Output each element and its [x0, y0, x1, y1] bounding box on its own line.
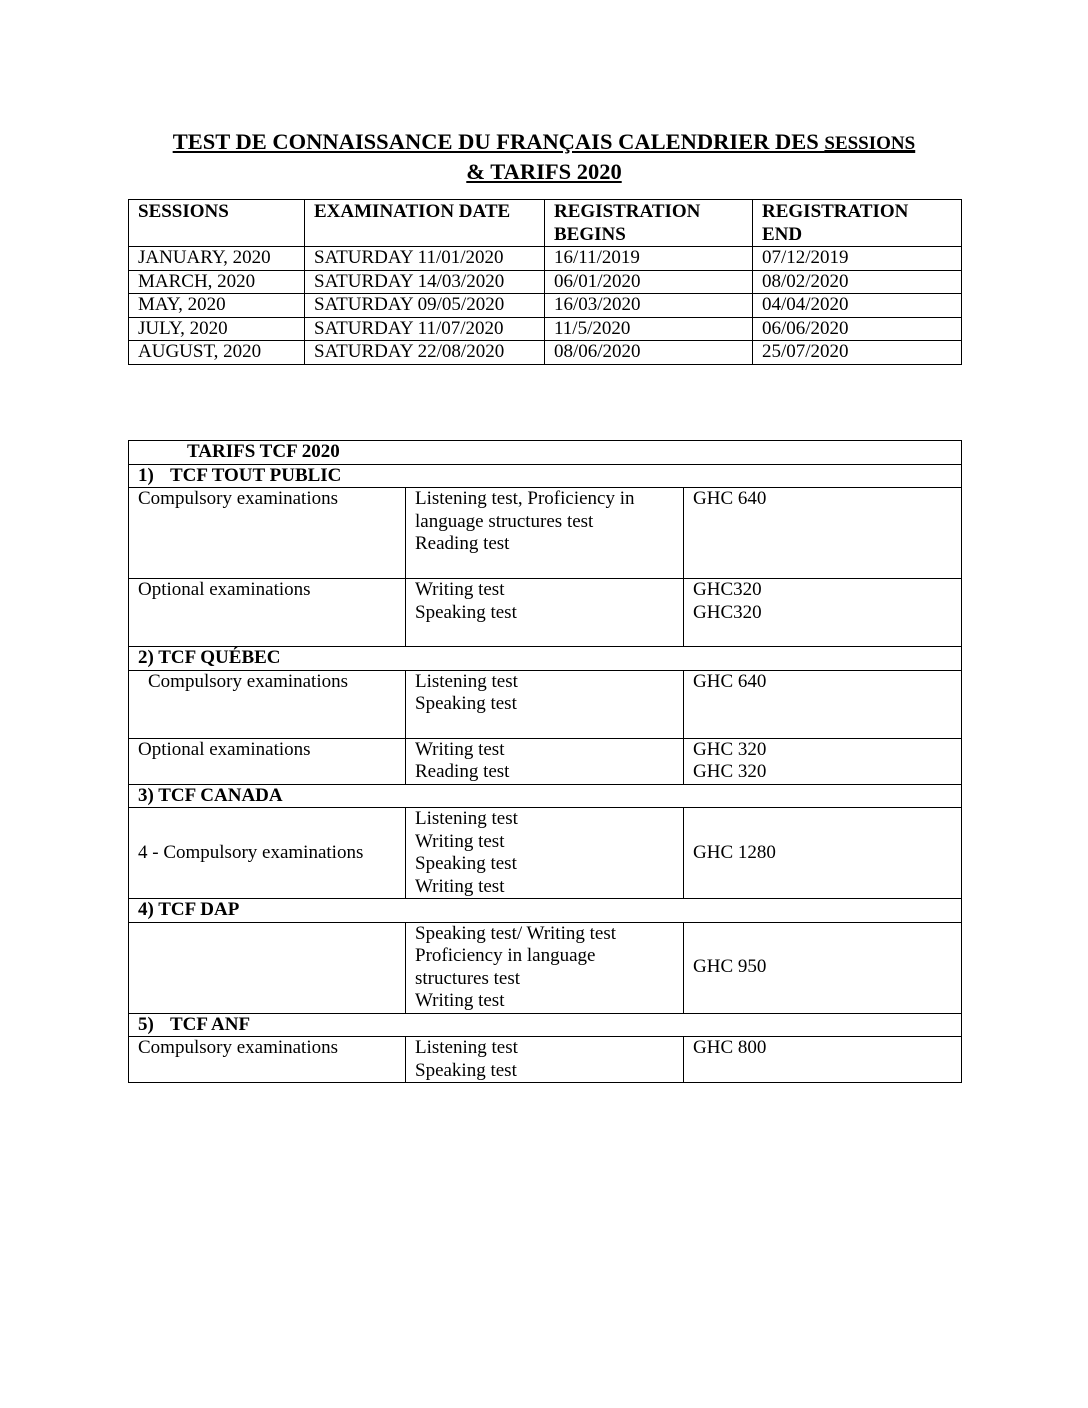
price-item: GHC 320: [693, 738, 767, 760]
sessions-header-reg-begins: REGISTRATION BEGINS: [545, 200, 753, 247]
test-item: Writing test: [415, 990, 505, 1011]
session-cell: JANUARY, 2020: [129, 247, 305, 271]
test-item: Listening test: [415, 670, 518, 692]
tests-cell: [406, 670, 684, 738]
table-row: [129, 270, 962, 294]
sessions-table: [128, 199, 962, 365]
reg-begins-cell: 16/11/2019: [545, 247, 753, 271]
table-row: [129, 922, 962, 1013]
reg-begins-cell: 08/06/2020: [545, 341, 753, 365]
table-row: [129, 579, 962, 647]
test-item: Listening test, Proficiency in: [415, 488, 635, 509]
session-cell: JULY, 2020: [129, 317, 305, 341]
price-item: GHC 320: [693, 761, 767, 782]
price-cell: GHC 800: [684, 1037, 962, 1083]
exam-type-cell: [129, 922, 406, 1013]
sessions-header-reg-end: REGISTRATION END: [753, 200, 962, 247]
price-item: GHC320: [693, 601, 762, 623]
exam-date-cell: SATURDAY 11/07/2020: [305, 317, 545, 341]
title-line-1: TEST DE CONNAISSANCE DU FRANÇAIS CALENDRIER DES: [172, 129, 825, 154]
exam-type-cell: Optional examinations: [129, 579, 406, 647]
tests-cell: [406, 738, 684, 784]
test-item: Writing test: [415, 738, 505, 760]
section-title-canada: 3) TCF CANADA: [129, 784, 962, 808]
session-cell: MAY, 2020: [129, 294, 305, 318]
tests-cell: [406, 1037, 684, 1083]
reg-end-cell: 07/12/2019: [753, 247, 962, 271]
tests-cell: [406, 922, 684, 1013]
exam-date-cell: SATURDAY 09/05/2020: [305, 294, 545, 318]
price-cell: GHC 1280: [684, 808, 962, 899]
reg-end-cell: 06/06/2020: [753, 317, 962, 341]
sessions-header-exam-date: EXAMINATION DATE: [305, 200, 545, 247]
price-cell: GHC 950: [684, 922, 962, 1013]
document-title: [128, 128, 960, 186]
table-row: [129, 317, 962, 341]
exam-type-cell: Compulsory examinations: [129, 488, 406, 579]
exam-type-cell: 4 - Compulsory examinations: [129, 808, 406, 899]
table-row: [129, 294, 962, 318]
section-row-dap: [129, 899, 962, 923]
test-item: Listening test: [415, 1037, 518, 1058]
reg-end-cell: 08/02/2020: [753, 270, 962, 294]
table-row: [129, 247, 962, 271]
price-cell: GHC 640: [684, 488, 962, 579]
exam-date-cell: SATURDAY 22/08/2020: [305, 341, 545, 365]
test-item: Speaking test: [415, 693, 517, 714]
exam-type-cell: Compulsory examinations: [129, 670, 406, 738]
section-title-dap: 4) TCF DAP: [129, 899, 962, 923]
test-item: Reading test: [415, 761, 510, 782]
price-cell: GHC 640: [684, 670, 962, 738]
session-cell: MARCH, 2020: [129, 270, 305, 294]
tarifs-table: [128, 440, 962, 1083]
test-item: Proficiency in language: [415, 945, 596, 966]
section-title: TCF ANF: [170, 1013, 251, 1035]
tests-cell: [406, 488, 684, 579]
session-cell: AUGUST, 2020: [129, 341, 305, 365]
test-item: Speaking test/ Writing test: [415, 922, 617, 944]
sessions-header-sessions: SESSIONS: [129, 200, 305, 247]
price-cell: [684, 579, 962, 647]
section-row-canada: [129, 784, 962, 808]
reg-end-cell: 25/07/2020: [753, 341, 962, 365]
table-row: [129, 738, 962, 784]
test-item: Reading test: [415, 533, 510, 554]
test-item: language structures test: [415, 510, 594, 532]
exam-date-cell: SATURDAY 11/01/2020: [305, 247, 545, 271]
reg-begins-cell: 06/01/2020: [545, 270, 753, 294]
section-title-anf: [129, 1013, 962, 1037]
section-title: TCF TOUT PUBLIC: [170, 464, 342, 486]
section-row-anf: [129, 1013, 962, 1037]
exam-type-cell: Optional examinations: [129, 738, 406, 784]
table-row: [129, 1037, 962, 1083]
tarifs-header-row: [129, 441, 962, 465]
title-line-2: & TARIFS 2020: [466, 159, 622, 184]
table-row: [129, 808, 962, 899]
section-title-quebec: 2) TCF QUÉBEC: [129, 647, 962, 671]
tests-cell: [406, 579, 684, 647]
test-item: Speaking test: [415, 601, 517, 623]
test-item: Writing test: [415, 830, 505, 852]
sessions-header-row: [129, 200, 962, 247]
price-item: GHC320: [693, 579, 762, 600]
title-line-1-small: SESSIONS: [824, 133, 916, 154]
section-title-tout-public: [129, 464, 962, 488]
test-item: structures test: [415, 967, 521, 989]
test-item: Listening test: [415, 808, 518, 829]
test-item: Speaking test: [415, 1059, 517, 1081]
section-row-quebec: [129, 647, 962, 671]
reg-end-cell: 04/04/2020: [753, 294, 962, 318]
section-number: 5): [138, 1013, 154, 1035]
test-item: Writing test: [415, 579, 505, 600]
section-row-tout-public: [129, 464, 962, 488]
price-cell: [684, 738, 962, 784]
tarifs-header: TARIFS TCF 2020: [129, 441, 962, 465]
tests-cell: [406, 808, 684, 899]
table-row: [129, 341, 962, 365]
section-number: 1): [138, 464, 154, 486]
exam-date-cell: SATURDAY 14/03/2020: [305, 270, 545, 294]
exam-type-cell: Compulsory examinations: [129, 1037, 406, 1083]
reg-begins-cell: 11/5/2020: [545, 317, 753, 341]
reg-begins-cell: 16/03/2020: [545, 294, 753, 318]
test-item: Speaking test: [415, 853, 517, 874]
test-item: Writing test: [415, 875, 505, 897]
table-row: [129, 670, 962, 738]
table-row: [129, 488, 962, 579]
